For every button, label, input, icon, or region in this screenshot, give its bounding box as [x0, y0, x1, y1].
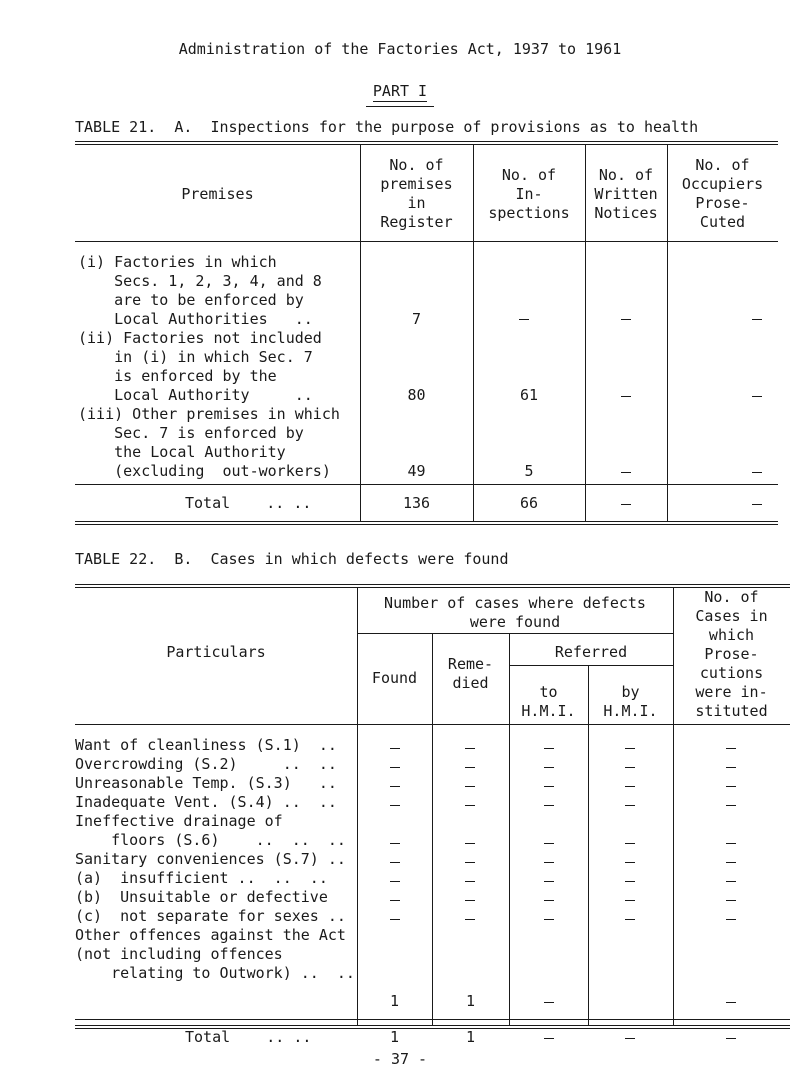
table21-total-label: Total .. ..	[185, 494, 312, 512]
table21-header-notices: No. of Written Notices	[594, 166, 658, 222]
nil-dash	[390, 919, 400, 920]
table22-header-found: Found	[371, 669, 418, 687]
nil-dash	[726, 881, 736, 882]
table22-header-group: Number of cases where defects were found	[384, 594, 646, 631]
nil-dash	[390, 805, 400, 806]
nil-dash	[625, 805, 635, 806]
nil-dash	[544, 862, 554, 863]
table21-bottom-rule2	[75, 524, 778, 525]
table21-header-prosecuted: No. of Occupiers Prose- Cuted	[681, 156, 764, 231]
nil-dash	[625, 786, 635, 787]
page-heading: Administration of the Factories Act, 1937 to 1961	[178, 40, 622, 58]
table21-header-premises: Premises	[181, 185, 254, 203]
table21-cell-prosecuted	[752, 396, 762, 397]
nil-dash	[465, 748, 475, 749]
part-heading	[0, 82, 800, 101]
table21-caption: TABLE 21. A. Inspections for the purpose of provisions as to health	[75, 118, 699, 136]
nil-dash	[390, 786, 400, 787]
table22-col-line	[357, 587, 358, 1025]
table21-cell-register: 49	[407, 462, 426, 480]
table21-cell-inspections	[519, 319, 529, 320]
table21-total-rule	[75, 484, 778, 485]
table21-total-inspections: 66	[519, 494, 539, 512]
table21-cell-notices	[621, 319, 631, 320]
nil-dash	[544, 919, 554, 920]
table21-row-label: (i) Factories in which Secs. 1, 2, 3, 4, and 8 are to be enforced by Local Authorities ..	[78, 253, 322, 328]
table21-cell-notices	[621, 472, 631, 473]
nil-dash	[465, 843, 475, 844]
nil-dash	[544, 805, 554, 806]
nil-dash	[726, 900, 736, 901]
table22-header-remedied: Reme- died	[447, 655, 494, 692]
table22-header-referred: Referred	[554, 643, 628, 661]
nil-dash	[465, 805, 475, 806]
nil-dash	[390, 767, 400, 768]
table21-cell-inspections: 61	[519, 386, 539, 404]
nil-dash	[544, 767, 554, 768]
nil-dash	[390, 843, 400, 844]
nil-dash	[625, 900, 635, 901]
table21-top-rule2	[75, 144, 778, 145]
nil-dash	[726, 805, 736, 806]
nil-dash	[390, 900, 400, 901]
nil-dash	[726, 786, 736, 787]
nil-dash	[726, 767, 736, 768]
nil-dash	[726, 919, 736, 920]
table22-total-by-hmi	[625, 1038, 635, 1039]
table22-outwork-found: 1	[389, 992, 400, 1010]
nil-dash	[726, 862, 736, 863]
nil-dash	[465, 919, 475, 920]
table22-total-found: 1	[389, 1028, 400, 1046]
nil-dash	[390, 862, 400, 863]
nil-dash	[726, 748, 736, 749]
nil-dash	[465, 767, 475, 768]
table21-cell-register: 80	[407, 386, 426, 404]
table21-header-inspections: No. of In- spections	[488, 166, 570, 222]
table21-bottom-rule	[75, 521, 778, 522]
table22-group-rule	[357, 633, 673, 634]
table21-cell-register: 7	[411, 310, 422, 328]
part-label: PART I	[372, 82, 428, 100]
table22-particulars-list: Want of cleanliness (S.1) .. Overcrowding (S.2) .. .. Unreasonable Temp. (S.3) .. Inadequate Vent. (S.4) .. .. Ineffective drainage of floors (S.6) .. .. .. Sanitary conveniences (S.7) .. (a) insufficient .. .. .. (b) Unsuitable or defective (c) not separate for sexes .. Other offences against the Act (not including offences relating to Outwork) .. ..	[75, 736, 355, 982]
table21-row-label: (iii) Other premises in which Sec. 7 is enforced by the Local Authority (excluding out-workers)	[78, 405, 340, 480]
nil-dash	[625, 767, 635, 768]
table22-bottom-rule	[75, 1025, 790, 1026]
table22-top-rule	[75, 584, 790, 585]
table22-outwork-prosecutions	[726, 1002, 736, 1003]
nil-dash	[726, 843, 736, 844]
nil-dash	[544, 748, 554, 749]
nil-dash	[465, 900, 475, 901]
table21-top-rule	[75, 141, 778, 142]
nil-dash	[390, 748, 400, 749]
table22-referred-rule	[509, 665, 673, 666]
nil-dash	[465, 881, 475, 882]
nil-dash	[625, 862, 635, 863]
nil-dash	[625, 843, 635, 844]
table22-header-particulars: Particulars	[166, 643, 266, 661]
table22-outwork-to-hmi	[544, 1002, 554, 1003]
nil-dash	[544, 786, 554, 787]
table21-cell-notices	[621, 396, 631, 397]
table21-total-notices	[621, 504, 631, 505]
nil-dash	[544, 900, 554, 901]
table21-cell-prosecuted	[752, 472, 762, 473]
nil-dash	[465, 862, 475, 863]
nil-dash	[544, 881, 554, 882]
table22-caption: TABLE 22. B. Cases in which defects were found	[75, 550, 509, 568]
part-underline	[366, 106, 434, 107]
nil-dash	[390, 881, 400, 882]
table22-total-to-hmi	[544, 1038, 554, 1039]
table21-row-label: (ii) Factories not included in (i) in which Sec. 7 is enforced by the Local Authority ..	[78, 329, 322, 404]
table22-header-by-hmi: by H.M.I.	[603, 683, 658, 720]
nil-dash	[625, 919, 635, 920]
table21-cell-prosecuted	[752, 319, 762, 320]
table22-outwork-remedied: 1	[465, 992, 476, 1010]
table21-header-register: No. of premises in Register	[380, 156, 453, 231]
nil-dash	[544, 843, 554, 844]
table21-header-rule	[75, 241, 778, 242]
table22-total-label: Total .. ..	[185, 1028, 312, 1046]
table22-header-to-hmi: to H.M.I.	[521, 683, 576, 720]
table21-total-prosecuted	[752, 504, 762, 505]
nil-dash	[465, 786, 475, 787]
table21-total-register: 136	[402, 494, 431, 512]
nil-dash	[625, 748, 635, 749]
table22-header-prosecutions: No. of Cases in which Prose- cutions were in- stituted	[695, 588, 768, 720]
table22-total-remedied: 1	[465, 1028, 476, 1046]
table21-cell-inspections: 5	[524, 462, 534, 480]
nil-dash	[625, 881, 635, 882]
page-number: - 37 -	[372, 1050, 428, 1068]
table22-total-prosecutions	[726, 1038, 736, 1039]
